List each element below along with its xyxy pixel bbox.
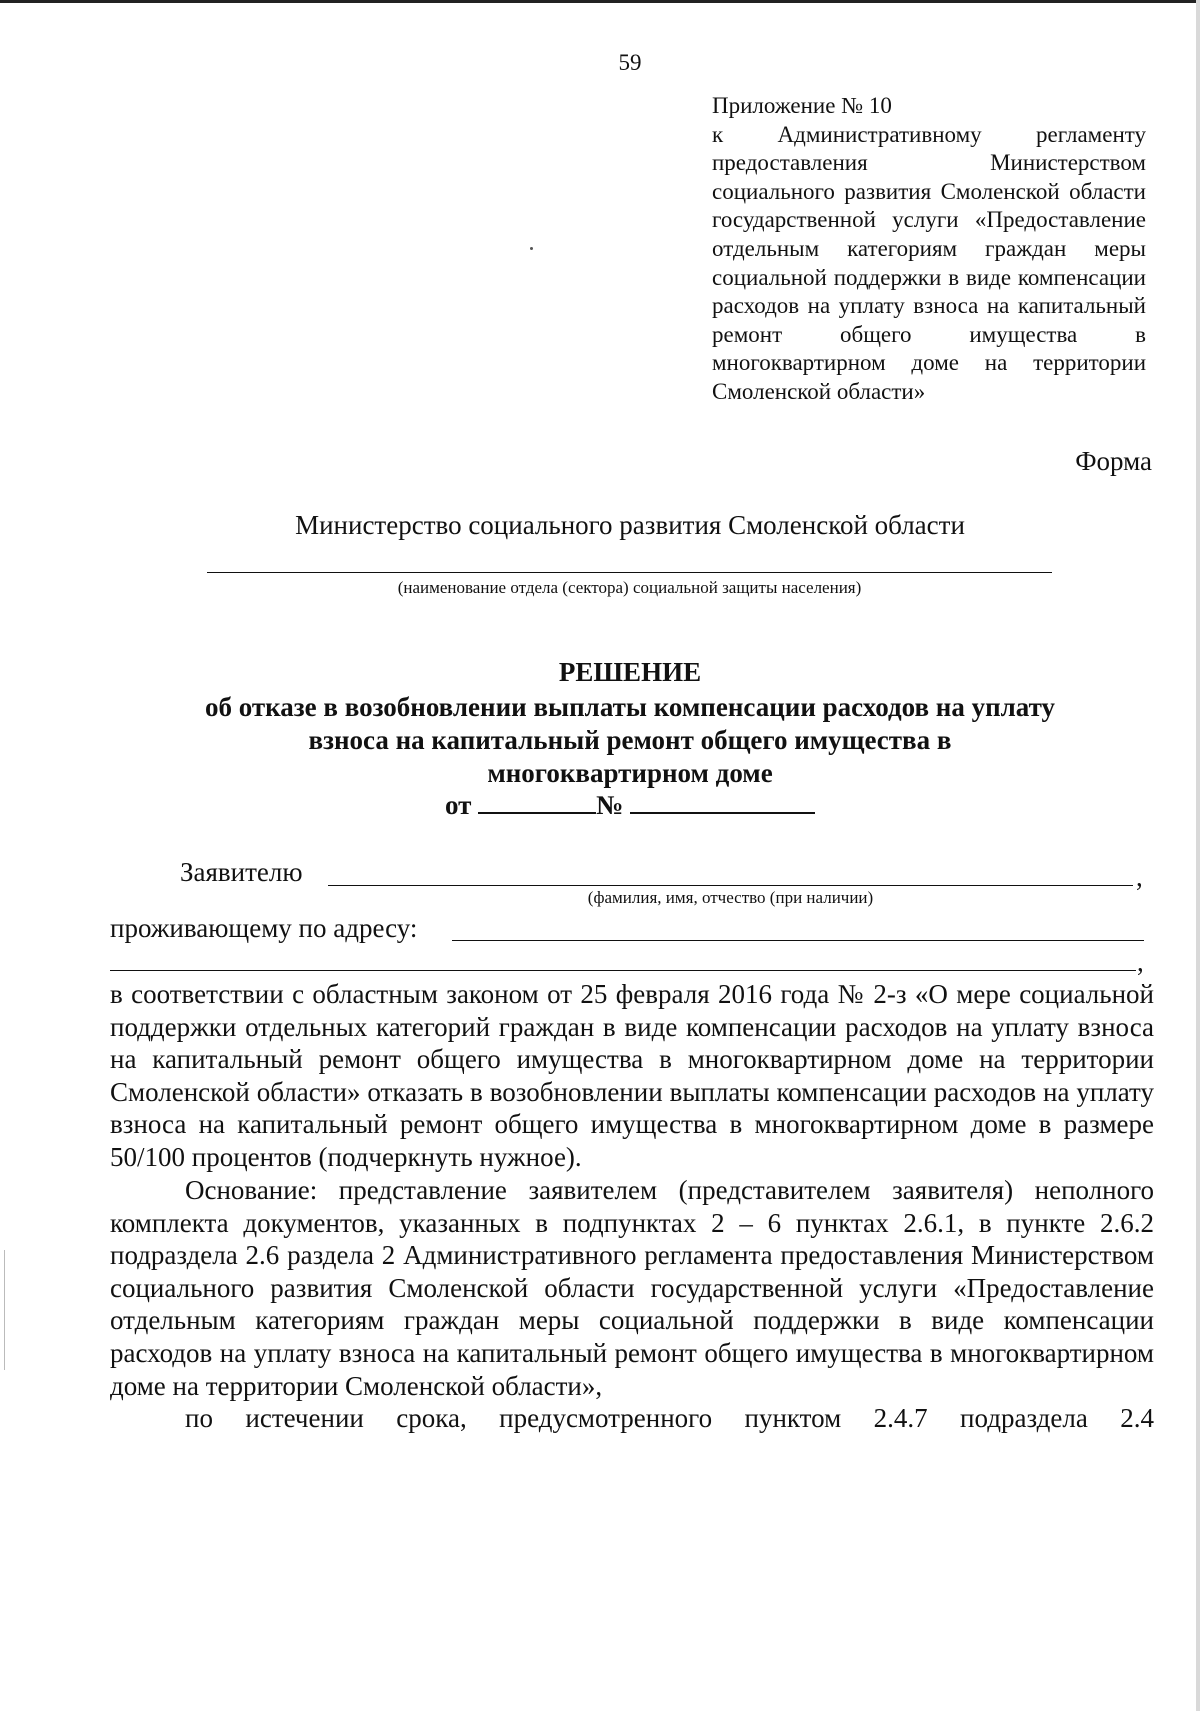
department-name-line <box>207 572 1052 573</box>
scan-edge-top <box>0 0 1200 3</box>
body-paragraph-2 <box>110 1174 1154 1435</box>
decision-date-number <box>200 790 1060 821</box>
applicant-comma: , <box>1136 862 1143 892</box>
address-line-2 <box>110 970 1136 971</box>
decision-title: РЕШЕНИЕ <box>558 657 702 687</box>
date-blank <box>478 812 596 814</box>
form-label: Форма <box>1075 446 1152 476</box>
address-comma: , <box>1137 947 1144 977</box>
appendix-title: Приложение № 10 <box>712 93 892 118</box>
date-prefix: от <box>444 790 472 820</box>
department-caption: (наименование отдела (сектора) социальной защиты населения) <box>397 578 862 597</box>
body-paragraph-2-last-line: по истечении срока, предусмотренного пунктом 2.4.7 подраздела 2.4 <box>185 1403 1154 1434</box>
applicant-row <box>180 857 1145 888</box>
body-paragraph-1: в соответствии с областным законом от 25 февраля 2016 года № 2-з «О мере социальной поддержки отдельных категорий граждан в виде компенсации расходов на уплату взноса на капитальный ремонт общего имущества в многоквартирном доме на территории Смоленской области» отказать в возобновлении выплаты компенсации расходов на уплату взноса на капитальный ремонт общего имущества в многоквартирном доме в размере 50/100 процентов (подчеркнуть нужное). <box>110 979 1154 1172</box>
appendix-block <box>712 92 1146 407</box>
decision-subtitle: об отказе в возобновлении выплаты компенсации расходов на уплату взноса на капитальный ремонт общего имущества в многоквартирном доме <box>204 692 1055 788</box>
scan-mark-left <box>4 1250 5 1370</box>
scan-speck <box>530 247 533 250</box>
number-blank <box>630 812 815 814</box>
number-sign: № <box>596 790 624 820</box>
page-number: 59 <box>618 50 642 75</box>
appendix-text: к Административному регламенту предоставления Министерством социального развития Смоленской области государственной услуги «Предоставление отдельным категориям граждан меры социальной поддержки в виде компенсации расходов на уплату взноса на капитальный ремонт общего имущества в многоквартирном доме на территории Смоленской области» <box>712 121 1146 404</box>
address-label: проживающему по адресу: <box>110 913 418 943</box>
address-line-1 <box>452 940 1144 941</box>
applicant-name-line <box>328 885 1133 886</box>
applicant-name-caption: (фамилия, имя, отчество (при наличии) <box>587 888 874 907</box>
body-paragraph-2-text: Основание: представление заявителем (представителем заявителя) неполного комплекта документов, указанных в подпунктах 2 – 6 пунктах 2.6.1, в пункте 2.6.2 подраздела 2.6 раздела 2 Административного регламента предоставления Министерством социального развития Смоленской области государственной услуги «Предоставление отдельным категориям граждан меры социальной поддержки в виде компенсации расходов на уплату взноса на капитальный ремонт общего имущества в многоквартирном доме на территории Смоленской области», <box>110 1175 1154 1401</box>
applicant-label: Заявителю <box>180 857 303 887</box>
scan-edge-right <box>1196 0 1200 1711</box>
ministry-name: Министерство социального развития Смоленской области <box>295 510 965 540</box>
